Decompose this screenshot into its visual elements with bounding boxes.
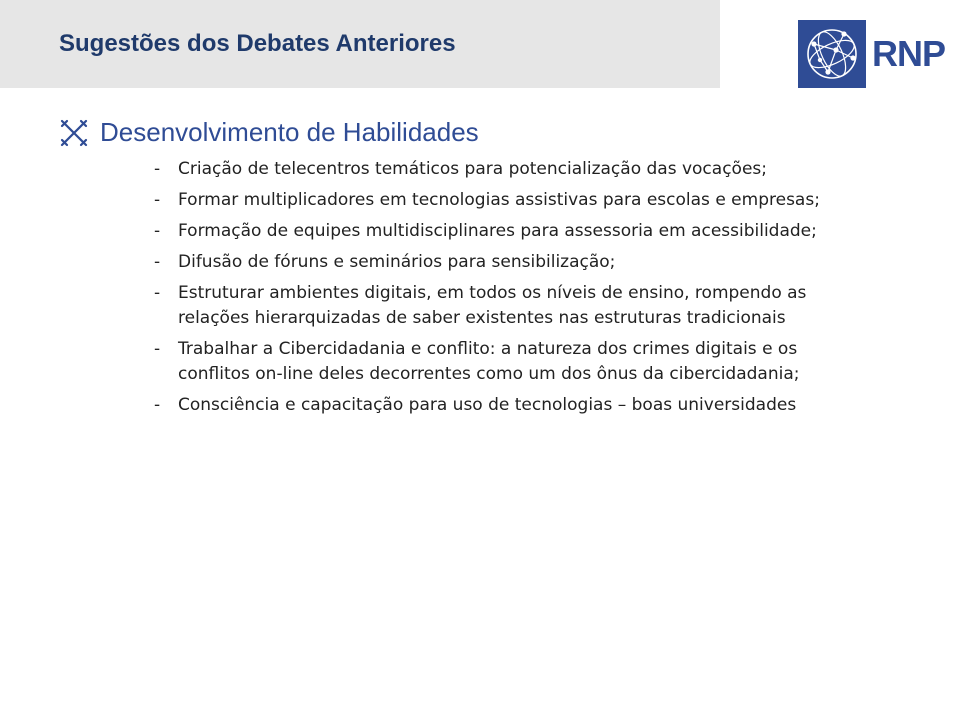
content-section xyxy=(56,113,870,424)
list-item xyxy=(154,250,848,275)
list-bullet: - xyxy=(154,190,161,210)
list-bullet: - xyxy=(154,339,161,359)
list-item-text: Trabalhar a Cibercidadania e conflito: a natureza dos crimes digitais e os conflitos on-line deles decorrentes como um dos ônus da cibercidadania; xyxy=(178,339,800,384)
list-item xyxy=(154,281,848,331)
list-bullet: - xyxy=(154,159,161,179)
globe-network-icon xyxy=(798,20,866,88)
section-header xyxy=(56,113,870,151)
list-item-text: Difusão de fóruns e seminários para sensibilização; xyxy=(178,252,616,272)
list-item-text: Formação de equipes multidisciplinares para assessoria em acessibilidade; xyxy=(178,221,817,241)
list-item-text: Estruturar ambientes digitais, em todos os níveis de ensino, rompendo as relações hierarquizadas de saber existentes nas estruturas tradicionais xyxy=(178,283,807,328)
list-item-text: Consciência e capacitação para uso de tecnologias – boas universidades xyxy=(178,395,797,415)
list-item xyxy=(154,393,848,418)
list-item xyxy=(154,219,848,244)
bullet-list xyxy=(56,157,870,418)
slide-title: Sugestões dos Debates Anteriores xyxy=(59,30,456,57)
list-item-text: Criação de telecentros temáticos para potencialização das vocações; xyxy=(178,159,767,179)
logo-text: RNP xyxy=(872,33,946,74)
rnp-logo xyxy=(798,20,946,90)
list-bullet: - xyxy=(154,395,161,415)
list-item-text: Formar multiplicadores em tecnologias assistivas para escolas e empresas; xyxy=(178,190,820,210)
list-item xyxy=(154,188,848,213)
list-bullet: - xyxy=(154,221,161,241)
bullet-x-icon xyxy=(56,116,94,148)
list-item xyxy=(154,157,848,182)
list-bullet: - xyxy=(154,252,161,272)
list-bullet: - xyxy=(154,283,161,303)
section-heading: Desenvolvimento de Habilidades xyxy=(100,116,479,147)
list-item xyxy=(154,337,848,387)
